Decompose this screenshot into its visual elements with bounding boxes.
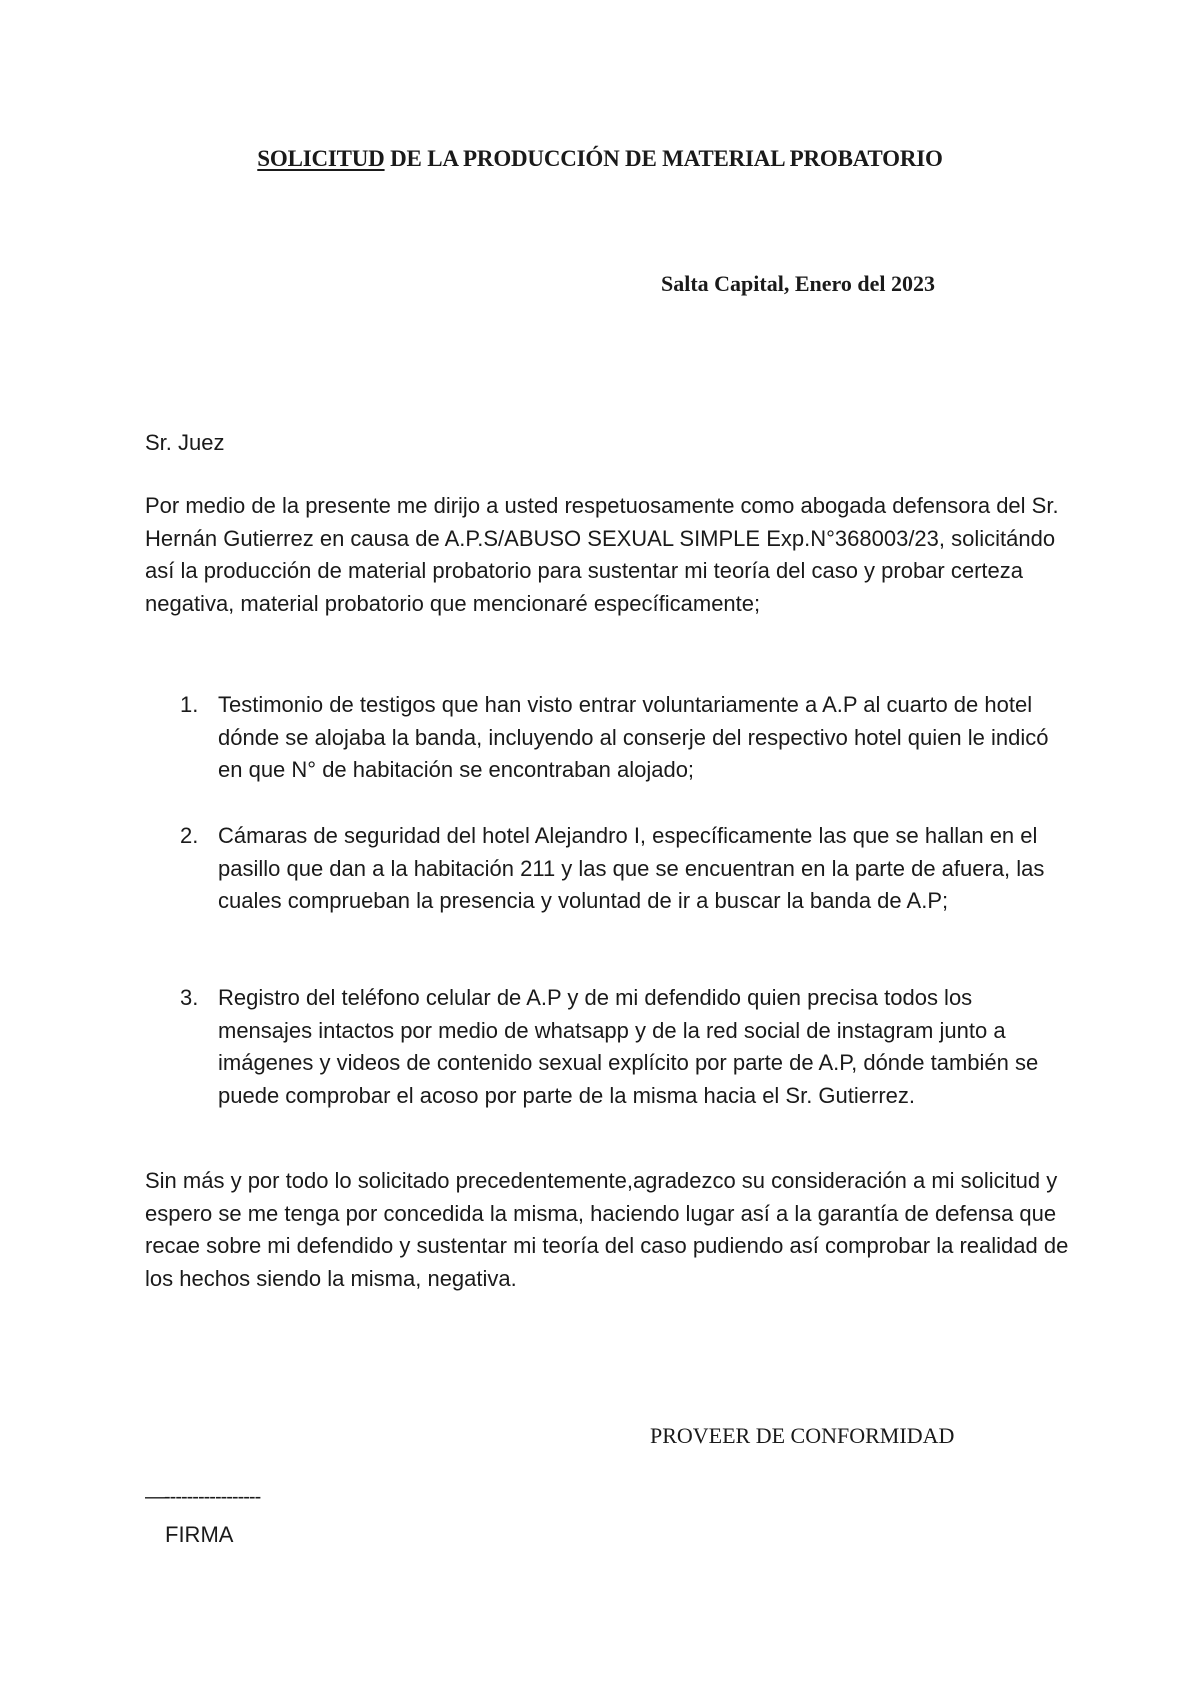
document-title-underlined: SOLICITUD [257,146,385,171]
proveer-line: PROVEER DE CONFORMIDAD [650,1423,955,1448]
document-title-rest: DE LA PRODUCCIÓN DE MATERIAL PROBATORIO [384,146,943,171]
intro-paragraph: Por medio de la presente me dirijo a usted respetuosamente como abogada defensora del Sr. Hernán Gutierrez en causa de A.P.S/ABUSO SEXUAL SIMPLE Exp.N°368003/23, solicitándo así la producción de material probatorio para sustentar mi teoría del caso y probar certeza negativa, material probatorio que mencionaré específicamente; [145,493,1059,616]
signature-line: —----------------- [145,1486,261,1508]
closing-paragraph: Sin más y por todo lo solicitado precedentemente,agradezco su consideración a mi solicitud y espero se me tenga por concedida la misma, haciendo lugar así a la garantía de defensa que recae sobre mi defendido y sustentar mi teoría del caso pudiendo así comprobar la realidad de los hechos siendo la misma, negativa. [145,1168,1069,1291]
list-item-text: Testimonio de testigos que han visto entrar voluntariamente a A.P al cuarto de hotel dónde se alojaba la banda, incluyendo al conserje del respectivo hotel quien le indicó en que N° de habitación se encontraban alojado; [218,692,1049,782]
addressee: Sr. Juez [145,430,225,455]
list-item-number: 3. [180,985,199,1010]
list-item-text: Cámaras de seguridad del hotel Alejandro I, específicamente las que se hallan en el pasillo que dan a la habitación 211 y las que se encuentran en la parte de afuera, las cuales comprueban la presencia y voluntad de ir a buscar la banda de A.P; [218,823,1045,913]
document-title [0,146,1200,172]
date-line: Salta Capital, Enero del 2023 [661,271,936,296]
list-item-number: 1. [180,692,199,717]
list-item-number: 2. [180,823,199,848]
list-item-text: Registro del teléfono celular de A.P y de mi defendido quien precisa todos los mensajes intactos por medio de whatsapp y de la red social de instagram junto a imágenes y videos de contenido sexual explícito por parte de A.P, dónde también se puede comprobar el acoso por parte de la misma hacia el Sr. Gutierrez. [218,985,1039,1108]
signature-label: FIRMA [165,1522,234,1547]
